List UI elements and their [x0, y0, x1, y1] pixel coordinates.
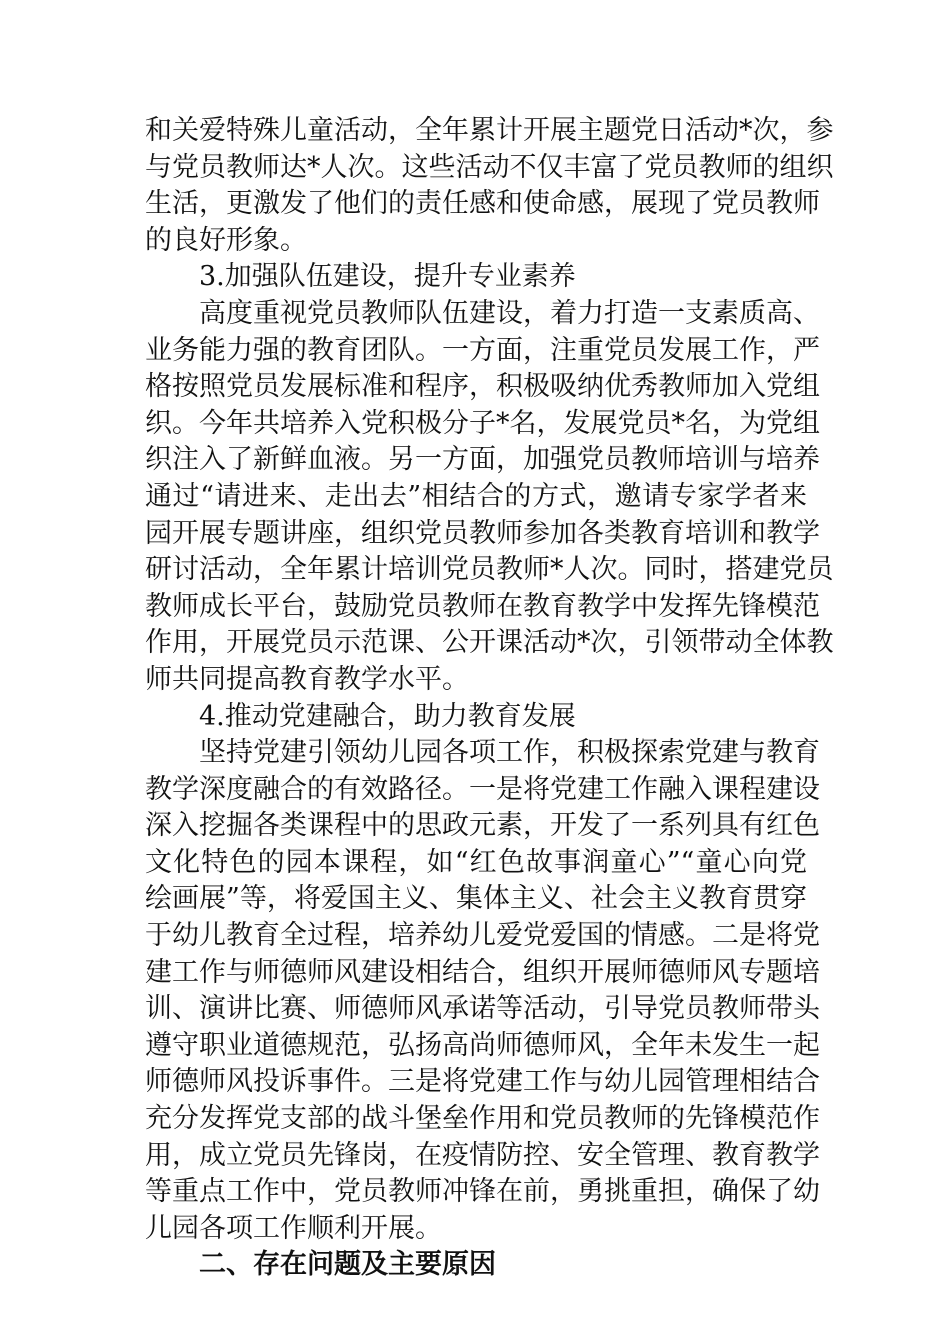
- paragraph-line: 园开展专题讲座，组织党员教师参加各类教育培训和教学: [145, 517, 820, 549]
- paragraph-line: 儿园各项工作顺利开展。: [145, 1212, 442, 1244]
- paragraph-line: 织。今年共培养入党积极分子*名，发展党员*名，为党组: [145, 407, 820, 439]
- paragraph-line: 于幼儿教育全过程，培养幼儿爱党爱国的情感。二是将党: [145, 920, 820, 952]
- paragraph-line: 建工作与师德师风建设相结合，组织开展师德师风专题培: [145, 956, 820, 988]
- paragraph-line: 教学深度融合的有效路径。一是将党建工作融入课程建设: [145, 773, 820, 805]
- paragraph-line: 织注入了新鲜血液。另一方面，加强党员教师培训与培养: [145, 444, 820, 476]
- paragraph-line: 深入挖掘各类课程中的思政元素，开发了一系列具有红色: [145, 810, 820, 842]
- paragraph-line: 格按照党员发展标准和程序，积极吸纳优秀教师加入党组: [145, 371, 820, 403]
- section-heading: 二、存在问题及主要原因: [199, 1249, 496, 1281]
- paragraph-line: 作用，开展党员示范课、公开课活动*次，引领带动全体教: [145, 627, 834, 659]
- paragraph-line: 师共同提高教育教学水平。: [145, 663, 469, 695]
- section-subheading: 3.加强队伍建设，提升专业素养: [199, 261, 576, 293]
- paragraph-line: 遵守职业道德规范，弘扬高尚师德师风，全年未发生一起: [145, 1029, 820, 1061]
- paragraph-line: 训、演讲比赛、师德师风承诺等活动，引导党员教师带头: [145, 993, 820, 1025]
- paragraph-line: 的良好形象。: [145, 224, 307, 256]
- paragraph-line: 业务能力强的教育团队。一方面，注重党员发展工作，严: [145, 334, 820, 366]
- paragraph-line: 研讨活动，全年累计培训党员教师*人次。同时，搭建党员: [145, 554, 834, 586]
- paragraph-line: 生活，更激发了他们的责任感和使命感，展现了党员教师: [145, 188, 820, 220]
- document-body: [145, 113, 834, 1284]
- paragraph-line: 高度重视党员教师队伍建设，着力打造一支素质高、: [199, 297, 820, 329]
- paragraph-line: 与党员教师达*人次。这些活动不仅丰富了党员教师的组织: [145, 151, 834, 183]
- paragraph-line: 师德师风投诉事件。三是将党建工作与幼儿园管理相结合: [145, 1066, 820, 1098]
- paragraph-line: 通过“请进来、走出去”相结合的方式，邀请专家学者来: [145, 480, 807, 512]
- paragraph-line: 用，成立党员先锋岗，在疫情防控、安全管理、教育教学: [145, 1139, 820, 1171]
- paragraph-line: 教师成长平台，鼓励党员教师在教育教学中发挥先锋模范: [145, 590, 820, 622]
- paragraph-line: 充分发挥党支部的战斗堡垒作用和党员教师的先锋模范作: [145, 1103, 820, 1135]
- paragraph-line: 坚持党建引领幼儿园各项工作，积极探索党建与教育: [199, 737, 820, 769]
- section-subheading: 4.推动党建融合，助力教育发展: [199, 700, 576, 732]
- paragraph-line: 文化特色的园本课程，如“红色故事润童心”“童心向党: [145, 846, 807, 878]
- paragraph-line: 绘画展”等，将爱国主义、集体主义、社会主义教育贯穿: [145, 883, 807, 915]
- paragraph-line: 等重点工作中，党员教师冲锋在前，勇挑重担，确保了幼: [145, 1176, 820, 1208]
- paragraph-line: 和关爱特殊儿童活动，全年累计开展主题党日活动*次，参: [145, 115, 834, 146]
